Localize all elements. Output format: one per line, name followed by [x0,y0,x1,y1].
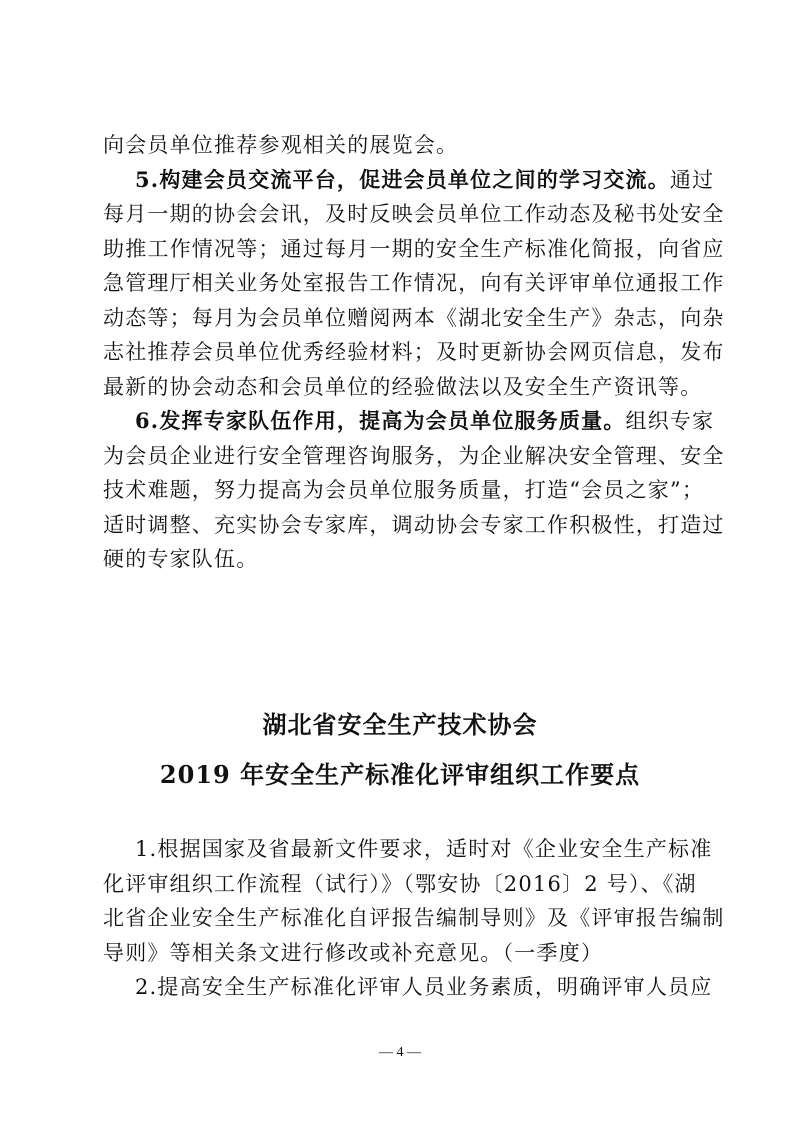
paragraph-exhibition [103,128,703,163]
text-line: 动态等；每月为会员单位赠阅两本《湖北安全生产》杂志，向杂 [103,305,725,330]
item-5-first-line-rest: 通过 [669,167,715,192]
text-line: 最新的协会动态和会员单位的经验做法以及安全生产资讯等。 [103,374,703,399]
item-5-heading: 5.构建会员交流平台，促进会员单位之间的学习交流。 [135,166,670,192]
paragraph-item-6 [103,404,725,577]
text-line: 为会员企业进行安全管理咨询服务，为企业解决安全管理、安全 [103,443,725,468]
text-line: 北省企业安全生产标准化自评报告编制导则》及《评审报告编制 [103,906,725,930]
paragraph-item-5 [103,163,725,405]
text-line: 急管理厅相关业务处室报告工作情况，向有关评审单位通报工作 [103,271,725,295]
page-number: — 4 — [379,1045,421,1060]
section-title [0,706,800,794]
text-line: 硬的专家队伍。 [103,547,259,571]
text-line: 技术难题，努力提高为会员单位服务质量，打造“会员之家”； [103,478,705,502]
text-line: 1.根据国家及省最新文件要求，适时对《企业安全生产标准 [135,837,713,861]
text-line: 志社推荐会员单位优秀经验材料；及时更新协会网页信息，发布 [103,340,725,364]
text-line [103,404,715,439]
item-6-first-line-rest: 组织专家 [625,409,715,433]
item-6-heading: 6.发挥专家队伍作用，提高为会员单位服务质量。 [135,408,626,433]
title-line-1: 湖北省安全生产技术协会 [262,710,538,739]
text-line: 化评审组织工作流程（试行）》（鄂安协〔2016〕2 号）、《湖 [103,871,697,896]
top-section [103,128,725,577]
text-line: 向会员单位推荐参观相关的展览会。 [103,133,459,157]
paragraph-item-2 [103,970,713,1005]
title-line-2: 2019 年安全生产标准化评审组织工作要点 [159,760,641,789]
text-line: 每月一期的协会会讯，及时反映会员单位工作动态及秘书处安全 [103,202,725,226]
text-line: 适时调整、充实协会专家库，调动协会专家工作积极性，打造过 [103,512,725,537]
text-line [103,163,715,198]
text-line: 2.提高安全生产标准化评审人员业务素质，明确评审人员应 [135,975,713,999]
text-line: 助推工作情况等；通过每月一期的安全生产标准化简报，向省应 [103,236,725,261]
text-line: 导则》等相关条文进行修改或补充意见。（一季度） [103,940,604,965]
paragraph-item-1 [103,832,725,970]
bottom-section [103,832,725,1005]
